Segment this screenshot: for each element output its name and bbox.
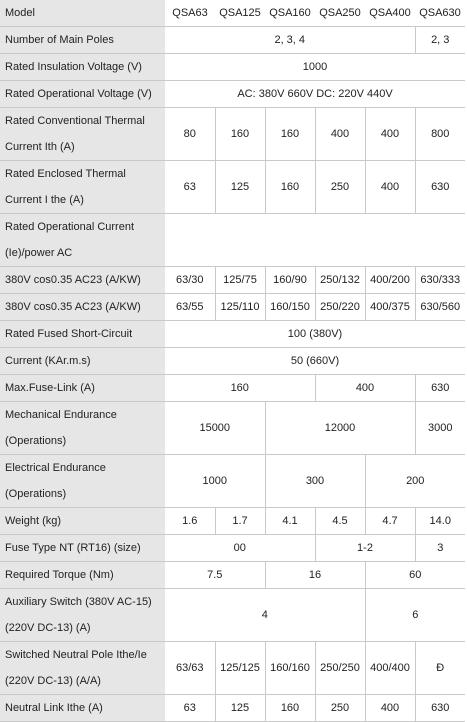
value-cell: 63	[165, 161, 215, 214]
row-label-line: Rated Enclosed Thermal	[5, 168, 126, 180]
value-cell: 250/132	[315, 267, 365, 294]
value-cell: 250/220	[315, 294, 365, 321]
row-label-line: Electrical Endurance	[5, 462, 106, 474]
value-cell: 160	[165, 375, 315, 402]
row-label	[0, 348, 165, 375]
table-row	[0, 455, 465, 508]
row-label	[0, 321, 165, 348]
value-cell: 300	[265, 455, 365, 508]
row-label-line: Required Torque (Nm)	[5, 569, 114, 581]
value-cell: AC: 380V 660V DC: 220V 440V	[165, 81, 465, 108]
value-cell: 63/55	[165, 294, 215, 321]
value-cell: 400	[315, 108, 365, 161]
row-label	[0, 161, 165, 214]
value-cell: 250	[315, 161, 365, 214]
value-cell: 630/560	[415, 294, 465, 321]
value-cell: 63/30	[165, 267, 215, 294]
row-label	[0, 402, 165, 455]
row-label-line: Fuse Type NT (RT16) (size)	[5, 542, 141, 554]
value-cell: 160	[265, 108, 315, 161]
row-label-line: Current Ith (A)	[5, 141, 75, 153]
value-cell: 160	[265, 161, 315, 214]
value-cell: 1.6	[165, 508, 215, 535]
row-label-line: 380V cos0.35 AC23 (A/KW)	[5, 301, 141, 313]
value-cell: 400/200	[365, 267, 415, 294]
value-cell	[165, 214, 465, 267]
value-cell: 125/125	[215, 642, 265, 695]
value-cell: 125	[215, 161, 265, 214]
row-label-line: (220V DC-13) (A)	[5, 622, 91, 634]
header-cell: QSA630	[415, 0, 465, 27]
value-cell: 400	[365, 695, 415, 722]
table-row	[0, 642, 465, 695]
table-row	[0, 54, 465, 81]
value-cell: 3000	[415, 402, 465, 455]
row-label	[0, 562, 165, 589]
value-cell: 4.5	[315, 508, 365, 535]
table-row	[0, 108, 465, 161]
row-label	[0, 294, 165, 321]
table-row	[0, 27, 465, 54]
row-label-line: Weight (kg)	[5, 515, 62, 527]
header-label: Model	[0, 0, 165, 27]
row-label-line: (Operations)	[5, 435, 67, 447]
value-cell: 125	[215, 695, 265, 722]
value-cell: 400/375	[365, 294, 415, 321]
row-label-line: Mechanical Endurance	[5, 409, 117, 421]
row-label	[0, 267, 165, 294]
row-label-line: Switched Neutral Pole Ithe/Ie	[5, 649, 147, 661]
value-cell: 160	[265, 695, 315, 722]
value-cell: 1.7	[215, 508, 265, 535]
value-cell: 1000	[165, 455, 265, 508]
table-row	[0, 214, 465, 267]
row-label	[0, 375, 165, 402]
row-label	[0, 27, 165, 54]
row-label	[0, 642, 165, 695]
value-cell: 2, 3, 4	[165, 27, 415, 54]
row-label	[0, 695, 165, 722]
value-cell: 250	[315, 695, 365, 722]
value-cell: 125/75	[215, 267, 265, 294]
row-label	[0, 535, 165, 562]
value-cell: 125/110	[215, 294, 265, 321]
row-label-line: Current I the (A)	[5, 194, 84, 206]
table-row	[0, 535, 465, 562]
table-row	[0, 589, 465, 642]
value-cell: 6	[365, 589, 465, 642]
value-cell: 630	[415, 695, 465, 722]
table-row	[0, 81, 465, 108]
value-cell: 63	[165, 695, 215, 722]
value-cell: 4.7	[365, 508, 415, 535]
row-label-line: Rated Operational Voltage (V)	[5, 88, 152, 100]
value-cell: 00	[165, 535, 315, 562]
table-row	[0, 508, 465, 535]
table-row	[0, 375, 465, 402]
row-label	[0, 214, 165, 267]
table-row	[0, 562, 465, 589]
value-cell: 160/150	[265, 294, 315, 321]
header-cell: QSA160	[265, 0, 315, 27]
value-cell: 100 (380V)	[165, 321, 465, 348]
value-cell: 1000	[165, 54, 465, 81]
row-label-line: Rated Conventional Thermal	[5, 115, 145, 127]
row-label-line: (Operations)	[5, 488, 67, 500]
value-cell: 12000	[265, 402, 415, 455]
table-row	[0, 294, 465, 321]
row-label-line: Neutral Link Ithe (A)	[5, 702, 103, 714]
row-label	[0, 81, 165, 108]
row-label-line: 380V cos0.35 AC23 (A/KW)	[5, 274, 141, 286]
row-label-line: Rated Operational Current	[5, 221, 135, 233]
row-label	[0, 589, 165, 642]
row-label-line: Rated Fused Short-Circuit	[5, 328, 133, 340]
row-label	[0, 508, 165, 535]
row-label-line: Current (KAr.m.s)	[5, 355, 91, 367]
value-cell: 200	[365, 455, 465, 508]
header-cell: QSA400	[365, 0, 415, 27]
table-row	[0, 348, 465, 375]
table-row	[0, 321, 465, 348]
value-cell: 1-2	[315, 535, 415, 562]
value-cell: 400	[365, 161, 415, 214]
value-cell: 60	[365, 562, 465, 589]
row-label	[0, 108, 165, 161]
row-label-line: (220V DC-13) (A/A)	[5, 675, 101, 687]
value-cell: 80	[165, 108, 215, 161]
value-cell: 630	[415, 161, 465, 214]
value-cell: 160	[215, 108, 265, 161]
value-cell: 4.1	[265, 508, 315, 535]
table-row	[0, 267, 465, 294]
value-cell: 7.5	[165, 562, 265, 589]
row-label-line: (Ie)/power AC	[5, 247, 73, 259]
table-row	[0, 161, 465, 214]
value-cell: 50 (660V)	[165, 348, 465, 375]
value-cell: 400/400	[365, 642, 415, 695]
header-cell: QSA125	[215, 0, 265, 27]
value-cell: 160/90	[265, 267, 315, 294]
value-cell: 14.0	[415, 508, 465, 535]
value-cell: 15000	[165, 402, 265, 455]
row-label	[0, 54, 165, 81]
value-cell: 630/333	[415, 267, 465, 294]
row-label-line: Max.Fuse-Link (A)	[5, 382, 95, 394]
row-label-line: Rated Insulation Voltage (V)	[5, 61, 142, 73]
header-cell: QSA63	[165, 0, 215, 27]
row-label	[0, 455, 165, 508]
table-row	[0, 695, 465, 722]
row-label-line: Auxiliary Switch (380V AC-15)	[5, 596, 152, 608]
header-cell: QSA250	[315, 0, 365, 27]
value-cell: 800	[415, 108, 465, 161]
value-cell: Đ	[415, 642, 465, 695]
value-cell: 16	[265, 562, 365, 589]
value-cell: 400	[315, 375, 415, 402]
value-cell: 250/250	[315, 642, 365, 695]
value-cell: 2, 3	[415, 27, 465, 54]
value-cell: 3	[415, 535, 465, 562]
table-row	[0, 402, 465, 455]
value-cell: 160/160	[265, 642, 315, 695]
value-cell: 400	[365, 108, 415, 161]
value-cell: 63/63	[165, 642, 215, 695]
header-row	[0, 0, 465, 27]
row-label-line: Number of Main Poles	[5, 34, 114, 46]
value-cell: 4	[165, 589, 365, 642]
value-cell: 630	[415, 375, 465, 402]
